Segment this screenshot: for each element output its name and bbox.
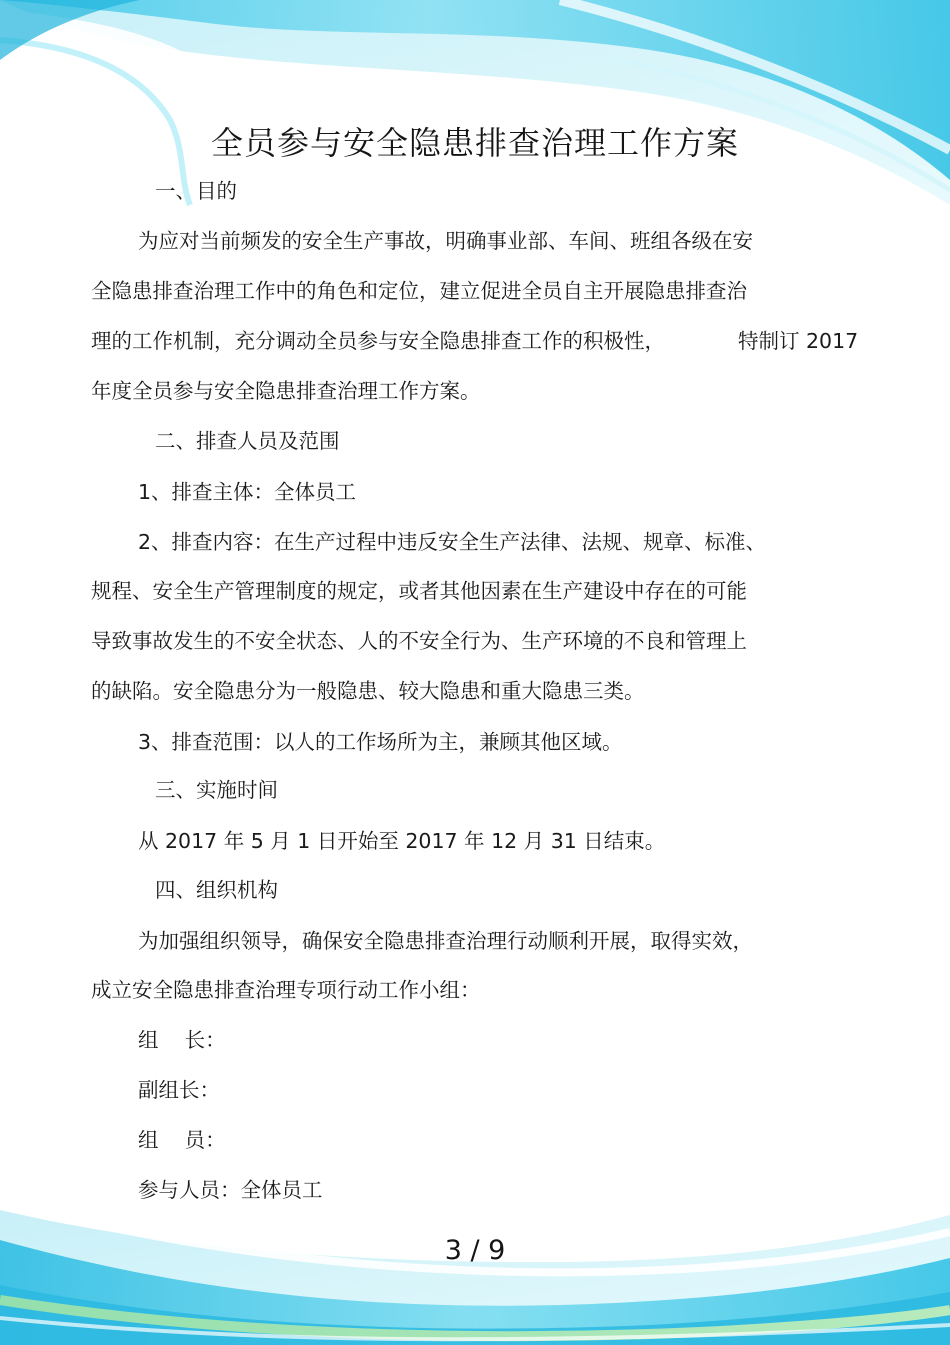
paragraph-line: 年度全员参与安全隐患排查治理工作方案。: [91, 379, 481, 403]
document-title: 全员参与安全隐患排查治理工作方案: [210, 124, 739, 162]
role-leader: 组 长：: [138, 1028, 226, 1052]
section-heading-scope: 二、排查人员及范围: [155, 429, 340, 453]
paragraph-line: 规程、安全生产管理制度的规定，或者其他因素在生产建设中存在的可能: [91, 579, 747, 603]
list-item: 2、排查内容：在生产过程中违反安全生产法律、法规、规章、标准、: [138, 530, 767, 554]
paragraph-line: 为加强组织领导，确保安全隐患排查治理行动顺利开展，取得实效，: [138, 929, 753, 953]
role-deputy-leader: 副组长：: [138, 1078, 220, 1102]
paragraph-line: 为应对当前频发的安全生产事故，明确事业部、车间、班组各级在安: [138, 229, 753, 253]
paragraph-line-fragment: 特制订 2017: [738, 329, 859, 353]
paragraph-line: 全隐患排查治理工作中的角色和定位，建立促进全员自主开展隐患排查治: [91, 279, 747, 303]
paragraph-line: 成立安全隐患排查治理专项行动工作小组：: [91, 978, 481, 1002]
list-item: 1、排查主体：全体员工: [138, 480, 357, 504]
role-participants: 参与人员：全体员工: [138, 1178, 323, 1202]
section-heading-organization: 四、组织机构: [155, 878, 278, 902]
paragraph-line: 导致事故发生的不安全状态、人的不安全行为、生产环境的不良和管理上: [91, 629, 747, 653]
list-item: 3、排查范围：以人的工作场所为主，兼顾其他区域。: [138, 730, 623, 754]
paragraph-line: 的缺陷。安全隐患分为一般隐患、较大隐患和重大隐患三类。: [91, 679, 645, 703]
page-number: 3 / 9: [444, 1235, 506, 1266]
paragraph-line: 从 2017 年 5 月 1 日开始至 2017 年 12 月 31 日结束。: [138, 829, 666, 853]
paragraph-line: 理的工作机制，充分调动全员参与安全隐患排查工作的积极性，: [91, 329, 665, 353]
role-member: 组 员：: [138, 1128, 226, 1152]
section-heading-purpose: 一、目的: [155, 179, 237, 203]
section-heading-schedule: 三、实施时间: [155, 778, 278, 802]
